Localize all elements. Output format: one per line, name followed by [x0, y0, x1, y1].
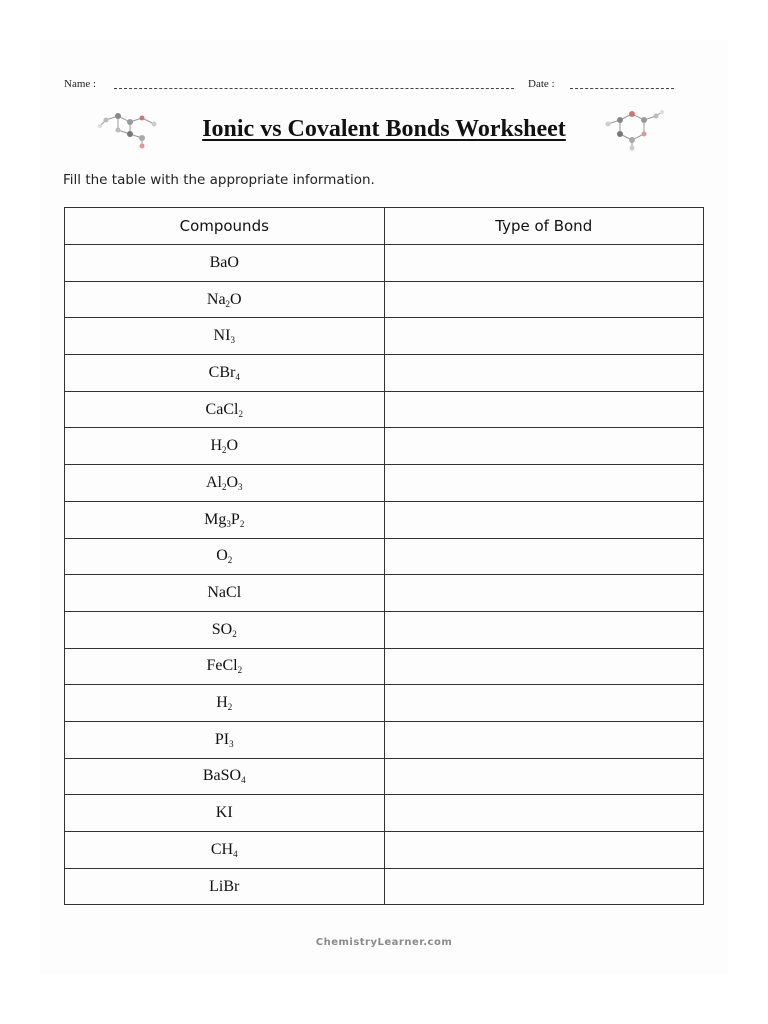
table-row: [65, 428, 704, 465]
formula-subscript: 2: [222, 445, 227, 456]
formula-subscript: 3: [226, 518, 231, 529]
table-row: [65, 281, 704, 318]
bond-type-answer-cell[interactable]: [384, 648, 704, 685]
formula-text: Na: [206, 290, 226, 308]
bond-type-answer-cell[interactable]: [384, 758, 704, 795]
table-row: [65, 501, 704, 538]
header-row: [64, 78, 676, 94]
formula-subscript: 2: [232, 628, 237, 639]
bond-type-answer-cell[interactable]: [384, 391, 704, 428]
bond-type-answer-cell[interactable]: [384, 465, 704, 502]
formula-text: FeCl: [206, 657, 238, 675]
formula-text: P: [230, 510, 240, 528]
formula-text: NaCl: [207, 584, 242, 602]
table-row: [65, 648, 704, 685]
bond-type-answer-cell[interactable]: [384, 355, 704, 392]
formula-subscript: 3: [230, 335, 235, 346]
table-row: [65, 611, 704, 648]
formula-text: CH: [210, 840, 234, 858]
formula-subscript: 2: [227, 702, 233, 713]
formula-subscript: 3: [229, 738, 234, 749]
formula-text: O: [216, 547, 228, 565]
column-header-type-of-bond: Type of Bond: [384, 208, 704, 245]
formula-text: PI: [214, 730, 230, 748]
formula-text: NI: [213, 327, 231, 345]
table-row: [65, 465, 704, 502]
bond-type-answer-cell[interactable]: [384, 281, 704, 318]
formula-text: H: [216, 694, 228, 712]
compound-cell: [65, 832, 385, 869]
column-header-compounds: Compounds: [65, 208, 385, 245]
formula-text: H: [210, 437, 222, 455]
compound-cell: [65, 721, 385, 758]
bond-type-answer-cell[interactable]: [384, 832, 704, 869]
table-row: [65, 758, 704, 795]
formula-subscript: 2: [238, 408, 243, 419]
compound-cell: [65, 758, 385, 795]
formula-text: O: [226, 437, 239, 455]
name-field[interactable]: [114, 88, 514, 89]
instructions: Fill the table with the appropriate information.: [63, 172, 375, 188]
formula-subscript: 3: [238, 481, 243, 492]
compound-cell: [65, 795, 385, 832]
compound-cell: [65, 501, 385, 538]
formula-text: KI: [215, 804, 233, 822]
formula-text: Mg: [204, 510, 227, 528]
table-row: [65, 245, 704, 282]
formula-text: LiBr: [209, 877, 240, 895]
formula-subscript: 4: [233, 848, 238, 859]
table-row: [65, 721, 704, 758]
compound-cell: [65, 318, 385, 355]
table-row: [65, 538, 704, 575]
bond-type-answer-cell[interactable]: [384, 318, 704, 355]
bond-type-answer-cell[interactable]: [384, 685, 704, 722]
compound-cell: [65, 538, 385, 575]
compound-cell: [65, 868, 385, 905]
compound-cell: [65, 391, 385, 428]
formula-text: CBr: [208, 363, 236, 381]
molecule-icon: [600, 108, 666, 154]
bond-type-answer-cell[interactable]: [384, 721, 704, 758]
formula-subscript: 2: [227, 555, 233, 566]
compound-cell: [65, 355, 385, 392]
formula-text: O: [230, 290, 242, 308]
compound-cell: [65, 575, 385, 612]
table-row: [65, 575, 704, 612]
bond-type-answer-cell[interactable]: [384, 575, 704, 612]
bond-type-answer-cell[interactable]: [384, 428, 704, 465]
table-row: [65, 832, 704, 869]
compounds-table: [64, 207, 704, 905]
compound-cell: [65, 648, 385, 685]
bond-type-answer-cell[interactable]: [384, 501, 704, 538]
bond-type-answer-cell[interactable]: [384, 538, 704, 575]
formula-subscript: 4: [241, 775, 246, 786]
formula-subscript: 2: [225, 298, 231, 309]
table-row: [65, 868, 704, 905]
formula-subscript: 2: [239, 518, 245, 529]
table-row: [65, 391, 704, 428]
footer-brand: ChemistryLearner.com: [315, 937, 453, 948]
date-label: Date :: [528, 78, 555, 90]
table-row: [65, 318, 704, 355]
compound-cell: [65, 245, 385, 282]
formula-text: O: [226, 473, 239, 491]
formula-subscript: 2: [237, 665, 243, 676]
formula-text: Al: [205, 473, 222, 491]
name-label: Name :: [64, 78, 97, 90]
compound-cell: [65, 685, 385, 722]
table-row: [65, 795, 704, 832]
formula-text: SO: [211, 620, 233, 638]
compound-cell: [65, 428, 385, 465]
page-title: Ionic vs Covalent Bonds Worksheet: [202, 116, 566, 142]
bond-type-answer-cell[interactable]: [384, 868, 704, 905]
date-field[interactable]: [570, 88, 674, 89]
bond-type-answer-cell[interactable]: [384, 795, 704, 832]
formula-text: BaSO: [202, 767, 242, 785]
table-row: [65, 685, 704, 722]
formula-text: BaO: [209, 253, 239, 271]
table-row: [65, 355, 704, 392]
bond-type-answer-cell[interactable]: [384, 245, 704, 282]
compound-cell: [65, 611, 385, 648]
table-header-row: [65, 208, 704, 245]
formula-subscript: 2: [221, 481, 227, 492]
formula-text: CaCl: [205, 400, 239, 418]
compound-cell: [65, 281, 385, 318]
formula-subscript: 4: [235, 371, 240, 382]
compound-cell: [65, 465, 385, 502]
bond-type-answer-cell[interactable]: [384, 611, 704, 648]
